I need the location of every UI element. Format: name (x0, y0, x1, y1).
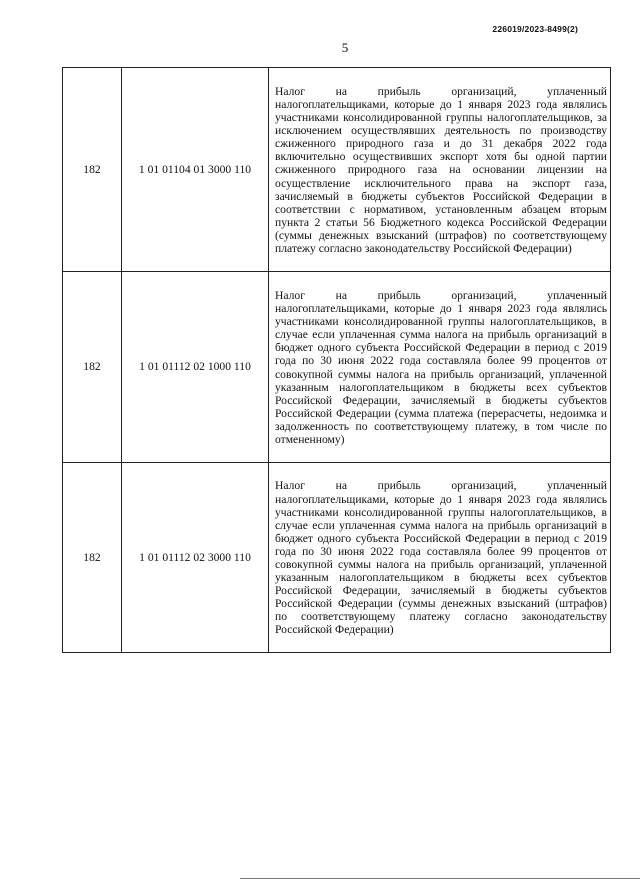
administrator-code-cell: 182 (63, 272, 122, 463)
budget-classification-code-cell: 1 01 01112 02 1000 110 (122, 272, 269, 463)
revenue-name-cell: Налог на прибыль организаций, уплаченный налогоплательщиками, которые до 1 января 2023 года являлись участниками консолидированной группы налогоплательщиков, в случае если уплаченная сумма налога на прибыль организаций в бюджет одного субъекта Российской Федерации в период с 2019 года по 30 июня 2022 года составляла более 99 процентов от совокупной суммы налога на прибыль организаций, уплаченной указанным налогоплательщиком в бюджеты всех субъектов Российской Федерации, зачисляемый в бюджеты субъектов Российской Федерации (сумма платежа (перерасчеты, недоимка и задолженность по соответствующему платежу, в том числе по отмененному) (269, 272, 611, 463)
budget-classification-code-cell: 1 01 01112 02 3000 110 (122, 463, 269, 653)
budget-classification-code-cell: 1 01 01104 01 3000 110 (122, 68, 269, 272)
table-row (63, 463, 611, 653)
page-number: 5 (341, 40, 349, 55)
budget-classification-table (62, 67, 611, 653)
table-row (63, 68, 611, 272)
document-registration-number: 226019/2023-8499(2) (492, 24, 578, 34)
revenue-name-cell: Налог на прибыль организаций, уплаченный налогоплательщиками, которые до 1 января 2023 года являлись участниками консолидированной группы налогоплательщиков, в случае если уплаченная сумма налога на прибыль организаций в бюджет одного субъекта Российской Федерации в период с 2019 года по 30 июня 2022 года составляла более 99 процентов от совокупной суммы налога на прибыль организаций, уплаченной указанным налогоплательщиком в бюджеты всех субъектов Российской Федерации, зачисляемый в бюджеты субъектов Российской Федерации (суммы денежных взысканий (штрафов) по соответствующему платежу согласно законодательству Российской Федерации) (269, 463, 611, 653)
revenue-name-cell: Налог на прибыль организаций, уплаченный налогоплательщиками, которые до 1 января 2023 года являлись участниками консолидированной группы налогоплательщиков, за исключением осуществлявших деятельность по производству сжиженного природного газа и до 31 декабря 2022 года включительно осуществивших экспорт хотя бы одной партии сжиженного природного газа на основании лицензии на осуществление исключительного права на экспорт газа, зачисляемый в бюджеты субъектов Российской Федерации в соответствии с нормативом, установленным абзацем вторым пункта 2 статьи 56 Бюджетного кодекса Российской Федерации (суммы денежных взысканий (штрафов) по соответствующему платежу согласно законодательству Российской Федерации) (269, 68, 611, 272)
administrator-code-cell: 182 (63, 68, 122, 272)
scan-bottom-edge-divider (240, 878, 640, 879)
administrator-code-cell: 182 (63, 463, 122, 653)
table-row (63, 272, 611, 463)
